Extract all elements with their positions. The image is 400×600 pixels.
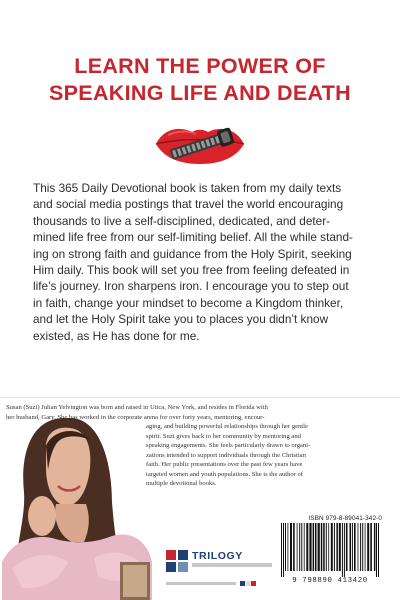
bio-line: targeted women and youth populations. She is the author of xyxy=(146,470,304,478)
section-divider xyxy=(0,397,400,398)
zipped-lips-icon xyxy=(150,120,250,168)
bio-line: multiple devotional books. xyxy=(146,480,217,487)
barcode-number: 9 798890 413420 xyxy=(292,577,368,585)
bio-line: speaking engagements. She feels particularly drawn to organi- xyxy=(146,442,311,449)
book-description xyxy=(33,180,369,344)
flag-icon xyxy=(240,581,256,586)
description-line: Him daily. This book will set you free from feeling defeated in xyxy=(33,263,350,278)
description-line: life’s journey. Iron sharpens iron. I encourage you to step out xyxy=(33,279,349,294)
bio-line: aging, and building powerful relationships through her gentle xyxy=(146,423,308,430)
publisher-name: TRILOGY xyxy=(192,550,243,562)
barcode xyxy=(279,523,381,577)
headline xyxy=(20,53,380,107)
headline-line-1: LEARN THE POWER OF xyxy=(74,54,326,78)
description-line: in faith, change your mindset to become a Kingdom thinker, xyxy=(33,295,344,310)
description-line: and social media postings that travel the world encouraging xyxy=(33,197,344,212)
bio-line: spirit. Suzi gives back to her community by mentoring and xyxy=(146,432,301,440)
description-line: ing on strong faith and guidance from the Holy Spirit, seeking xyxy=(33,246,352,261)
isbn-label: ISBN 979-8-89041-342-0 xyxy=(308,515,382,522)
description-line: mined life free from our self-limiting belief. All the while stand- xyxy=(33,230,353,245)
description-line: thousands to live a self-disciplined, dedicated, and deter- xyxy=(33,213,331,228)
bio-line: faith. Her public presentations over the past few years have xyxy=(146,461,303,468)
description-line: and let the Holy Spirit take you to places you didn’t know xyxy=(33,312,329,327)
publisher-mark-icon xyxy=(166,550,188,572)
headline-line-2: SPEAKING LIFE AND DEATH xyxy=(49,81,351,105)
publisher-logo xyxy=(166,548,276,592)
publisher-tagline xyxy=(192,563,272,567)
bio-line: Susan (Suzi) Julian Yelvington was born and raised in Utica, New York, and resides in Florida with xyxy=(6,404,268,411)
bio-line: her husband, Gary. She has worked in the corporate arena for over forty years, mentoring, encour- xyxy=(6,413,265,421)
bio-line: zations intended to support individuals through the Christian xyxy=(146,451,306,459)
publisher-subtext xyxy=(166,582,236,585)
author-photo xyxy=(2,412,152,600)
description-line: existed, as He has done for me. xyxy=(33,328,200,343)
description-line: This 365 Daily Devotional book is taken from my daily texts xyxy=(33,181,342,195)
